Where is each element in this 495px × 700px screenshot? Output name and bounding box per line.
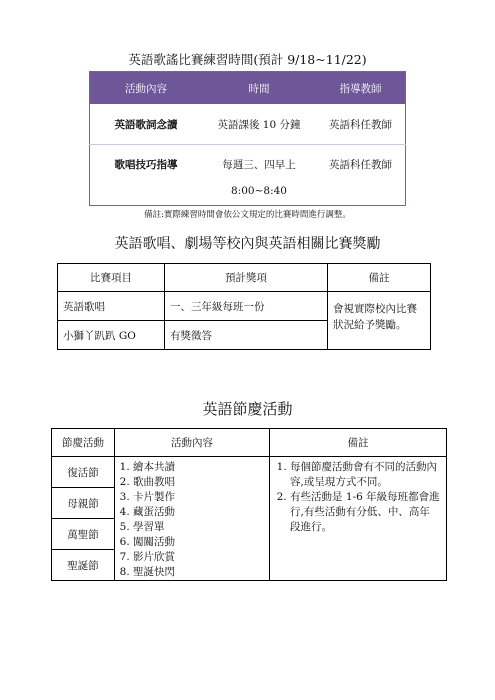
practice-note: 備註:實際練習時間會依公文規定的比賽時間進行調整。 xyxy=(144,210,351,220)
festival-cell: 復活節 xyxy=(52,457,115,488)
teacher-cell: 英語科任教師 xyxy=(316,104,406,145)
teacher-cell xyxy=(316,145,406,206)
festival-title: 英語節慶活動 xyxy=(202,400,293,418)
header-remark: 備註 xyxy=(328,264,431,292)
teacher-text: 英語科任教師 xyxy=(329,159,392,171)
activity-cell: 英語歌詞念讀 xyxy=(90,104,203,145)
notes-cell xyxy=(270,457,447,581)
list-item: 3. 卡片製作 xyxy=(133,490,269,505)
time-line-1: 每週三、四早上 xyxy=(222,159,296,171)
table-row xyxy=(52,457,447,488)
header-festival: 節慶活動 xyxy=(52,429,115,457)
table-header-row xyxy=(58,264,431,292)
table-row xyxy=(90,145,406,206)
list-item: 1. 每個節慶活動會有不同的活動內容,或呈現方式不同。 xyxy=(290,460,440,490)
festival-cell: 萬聖節 xyxy=(52,519,115,550)
festival-cell: 母親節 xyxy=(52,488,115,519)
list-item: 7. 影片欣賞 xyxy=(133,550,269,565)
time-cell xyxy=(202,145,316,206)
header-activities: 活動內容 xyxy=(115,429,270,457)
activity-cell xyxy=(90,145,203,206)
practice-table xyxy=(89,71,406,206)
list-item: 1. 繪本共讀 xyxy=(133,460,269,475)
time-cell: 英語課後 10 分鐘 xyxy=(202,104,316,145)
remark-cell: 會視實際校內比賽狀況給予獎勵。 xyxy=(328,292,431,350)
competition-title: 英語歌唱、劇場等校內與英語相關比賽獎勵 xyxy=(114,236,381,252)
table-header-row xyxy=(52,429,447,457)
header-item: 比賽項目 xyxy=(58,264,165,292)
header-teacher: 指導教師 xyxy=(316,72,406,105)
time-line-2: 8:00~8:40 xyxy=(231,185,287,197)
table-row xyxy=(58,292,431,321)
notes-list xyxy=(276,460,440,535)
list-item: 6. 闖關活動 xyxy=(133,535,269,550)
header-award: 預計獎項 xyxy=(165,264,328,292)
award-cell: 一、三年級每班一份 xyxy=(165,292,328,321)
list-item: 2. 有些活動是 1-6 年級每班都會進行,有些活動有分低、中、高年段進行。 xyxy=(290,490,440,535)
header-notes: 備註 xyxy=(270,429,447,457)
activities-list xyxy=(119,460,269,580)
list-item: 4. 藏蛋活動 xyxy=(133,505,269,520)
festival-cell: 聖誕節 xyxy=(52,550,115,581)
award-cell: 有獎徵答 xyxy=(165,321,328,350)
competition-table xyxy=(57,263,431,350)
table-header-row xyxy=(90,72,406,105)
list-item: 2. 歌曲教唱 xyxy=(133,475,269,490)
table-row xyxy=(90,104,406,145)
item-cell: 英語歌唱 xyxy=(58,292,165,321)
header-activity: 活動內容 xyxy=(90,72,203,105)
header-time: 時間 xyxy=(202,72,316,105)
practice-title: 英語歌謠比賽練習時間(預計 9/18~11/22) xyxy=(128,52,367,67)
list-item: 8. 聖誕快閃 xyxy=(133,565,269,580)
activity-text: 歌唱技巧指導 xyxy=(114,159,178,171)
list-item: 5. 學習單 xyxy=(133,520,269,535)
item-cell: 小獅丫趴趴 GO xyxy=(58,321,165,350)
activities-cell xyxy=(115,457,270,581)
festival-table xyxy=(51,428,447,581)
